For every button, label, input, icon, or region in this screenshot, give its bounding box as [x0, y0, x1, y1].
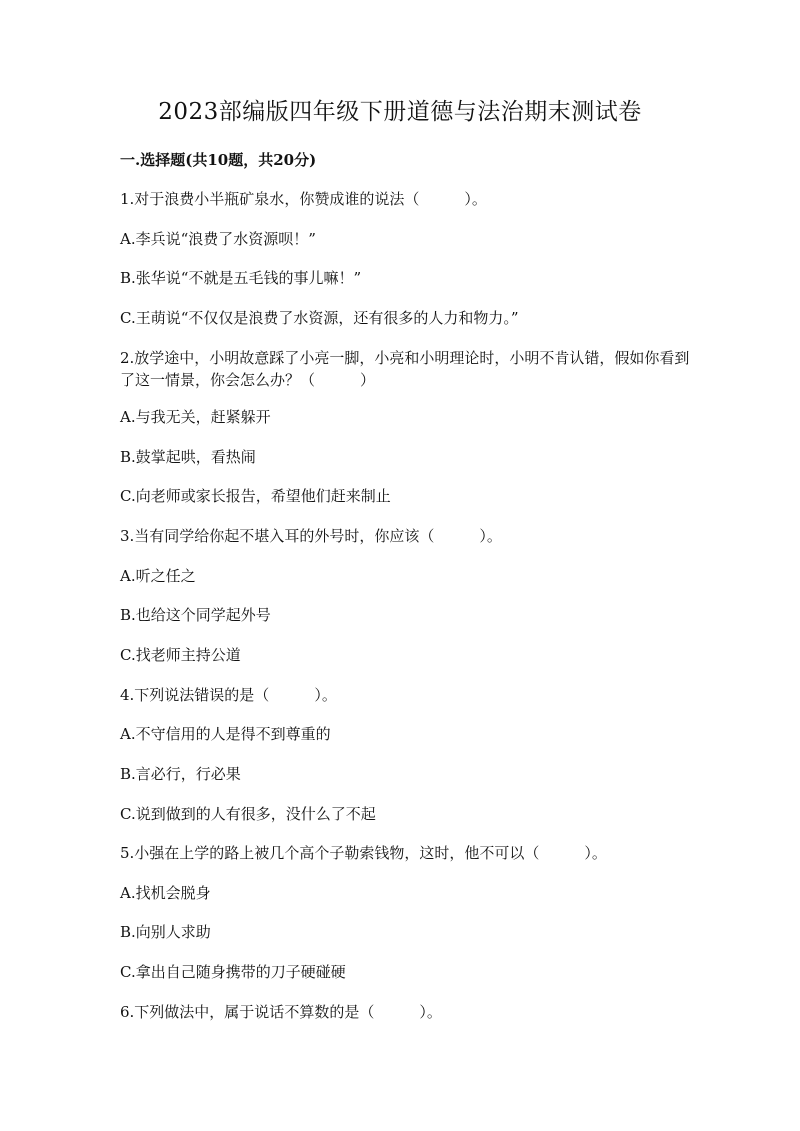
- question-4-stem: 4.下列说法错误的是（ ）。: [120, 686, 337, 704]
- question-3-option-a: A.听之任之: [120, 567, 196, 585]
- page-title: 2023部编版四年级下册道德与法治期末测试卷: [158, 99, 642, 125]
- question-2-option-c: C.向老师或家长报告，希望他们赶来制止: [120, 487, 391, 505]
- question-5-stem: 5.小强在上学的路上被几个高个子勒索钱物，这时，他不可以（ ）。: [120, 844, 607, 862]
- question-2-option-b: B.鼓掌起哄，看热闹: [120, 448, 256, 466]
- question-2-option-a: A.与我无关，赶紧躲开: [120, 408, 271, 426]
- question-3-option-b: B.也给这个同学起外号: [120, 606, 271, 624]
- question-3-option-c: C.找老师主持公道: [120, 646, 241, 664]
- question-5-option-a: A.找机会脱身: [120, 884, 211, 902]
- question-5-option-b: B.向别人求助: [120, 923, 211, 941]
- question-1-option-c: C.王萌说“不仅仅是浪费了水资源，还有很多的人力和物力。”: [120, 309, 519, 327]
- question-4-option-a: A.不守信用的人是得不到尊重的: [120, 725, 331, 743]
- question-1-option-a: A.李兵说“浪费了水资源呗！”: [120, 230, 316, 248]
- question-5-option-c: C.拿出自己随身携带的刀子硬碰硬: [120, 963, 346, 981]
- question-6-stem: 6.下列做法中，属于说话不算数的是（ ）。: [120, 1003, 442, 1021]
- question-1-stem: 1.对于浪费小半瓶矿泉水，你赞成谁的说法（ ）。: [120, 190, 487, 208]
- question-4-option-c: C.说到做到的人有很多，没什么了不起: [120, 805, 376, 823]
- question-2-stem: 2.放学途中，小明故意踩了小亮一脚，小亮和小明理论时，小明不肯认错，假如你看到了这一情景，你会怎么办？（ ）: [120, 349, 690, 389]
- section-heading: 一.选择题(共10题，共20分): [120, 151, 317, 169]
- question-4-option-b: B.言必行，行必果: [120, 765, 241, 783]
- question-3-stem: 3.当有同学给你起不堪入耳的外号时，你应该（ ）。: [120, 527, 502, 545]
- question-1-option-b: B.张华说“不就是五毛钱的事儿嘛！”: [120, 269, 362, 287]
